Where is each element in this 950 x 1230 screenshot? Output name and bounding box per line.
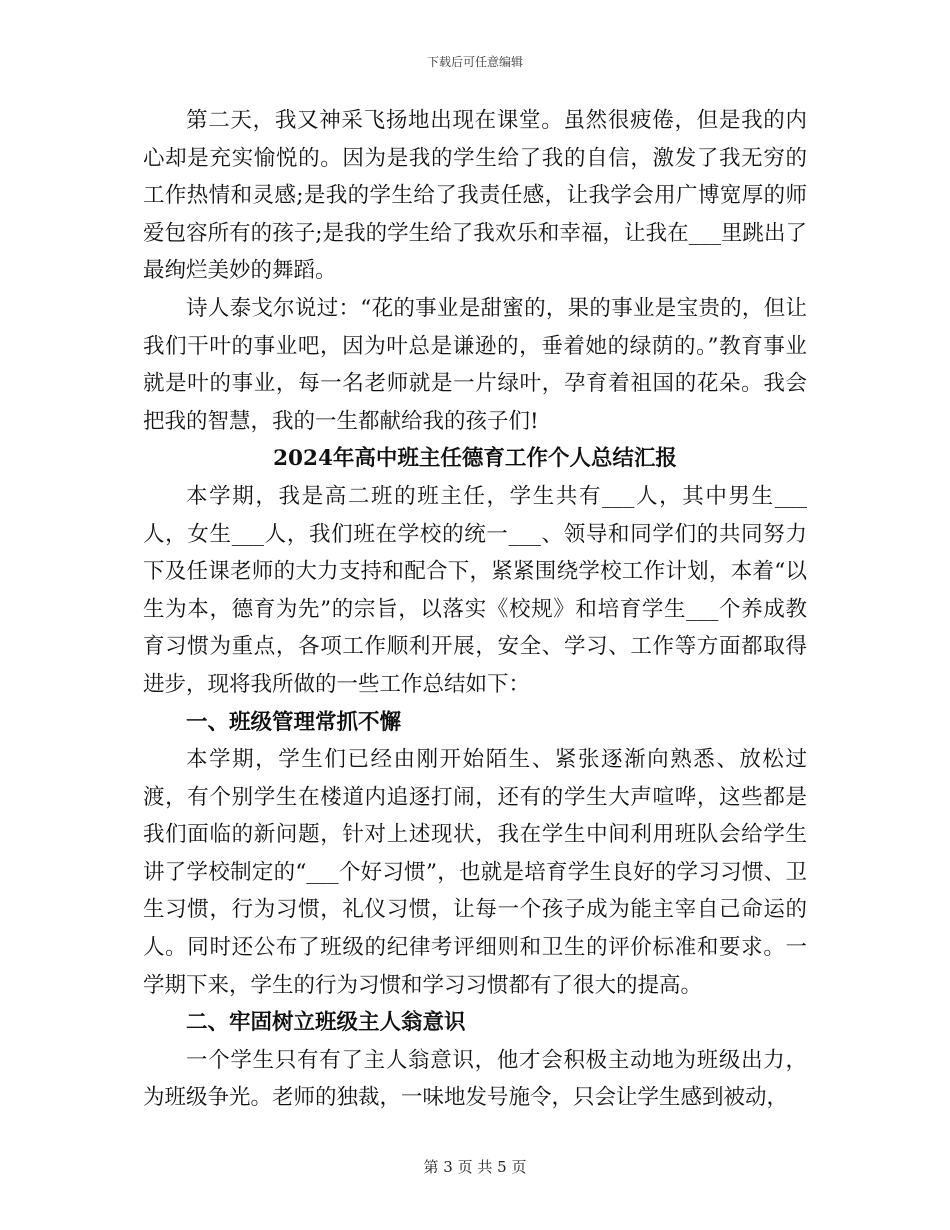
paragraph-1: 第二天，我又神采飞扬地出现在课堂。虽然很疲倦，但是我的内心却是充实愉悦的。因为是我的学生给了我的自信，激发了我无穷的工作热情和灵感;是我的学生给了我责任感，让我学会用广博宽厚的师爱包容所有的孩子;是我的学生给了我欢乐和幸福，让我在___里跳出了最绚烂美妙的舞蹈。 (143, 108, 807, 284)
paragraph-4: 本学期，学生们已经由刚开始陌生、紧张逐渐向熟悉、放松过渡，有个别学生在楼道内追逐打闹，还有的学生大声喧哗，这些都是我们面临的新问题，针对上述现状，我在学生中间利用班队会给学生讲了学校制定的“___个好习惯”，也就是培育学生良好的学习习惯、卫生习惯，行为习惯，礼仪习惯，让每一个孩子成为能主宰自己命运的人。同时还公布了班级的纪律考评细则和卫生的评价标准和要求。一学期下来，学生的行为习惯和学习习惯都有了很大的提高。 (143, 747, 807, 998)
paragraph-2: 诗人泰戈尔说过：“花的事业是甜蜜的，果的事业是宝贵的，但让我们干叶的事业吧，因为叶总是谦逊的，垂着她的绿荫的。”教育事业就是叶的事业，每一名老师就是一片绿叶，孕育着祖国的花朵。我会把我的智慧，我的一生都献给我的孩子们! (143, 295, 807, 434)
document-body (143, 102, 807, 1117)
section-heading-1: 一、班级管理常抓不懈 (186, 709, 402, 735)
page-number: 第 3 页 共 5 页 (423, 1158, 527, 1176)
paragraph-5: 一个学生只有有了主人翁意识，他才会积极主动地为班级出力，为班级争光。老师的独裁，一味地发号施令，只会让学生感到被动， (143, 1047, 807, 1111)
page-header: 下载后可任意编辑 (426, 55, 523, 69)
section-heading-2: 二、牢固树立班级主人翁意识 (186, 1010, 466, 1036)
document-title: 2024年高中班主任德育工作个人总结汇报 (273, 446, 677, 472)
paragraph-3: 本学期，我是高二班的班主任，学生共有___人，其中男生___人，女生___人，我们班在学校的统一___、领导和同学们的共同努力下及任课老师的大力支持和配合下，紧紧围绕学校工作计划，本着“以生为本，德育为先”的宗旨，以落实《校规》和培育学生___个养成教育习惯为重点，各项工作顺利开展，安全、学习、工作等方面都取得进步，现将我所做的一些工作总结如下： (143, 483, 807, 697)
